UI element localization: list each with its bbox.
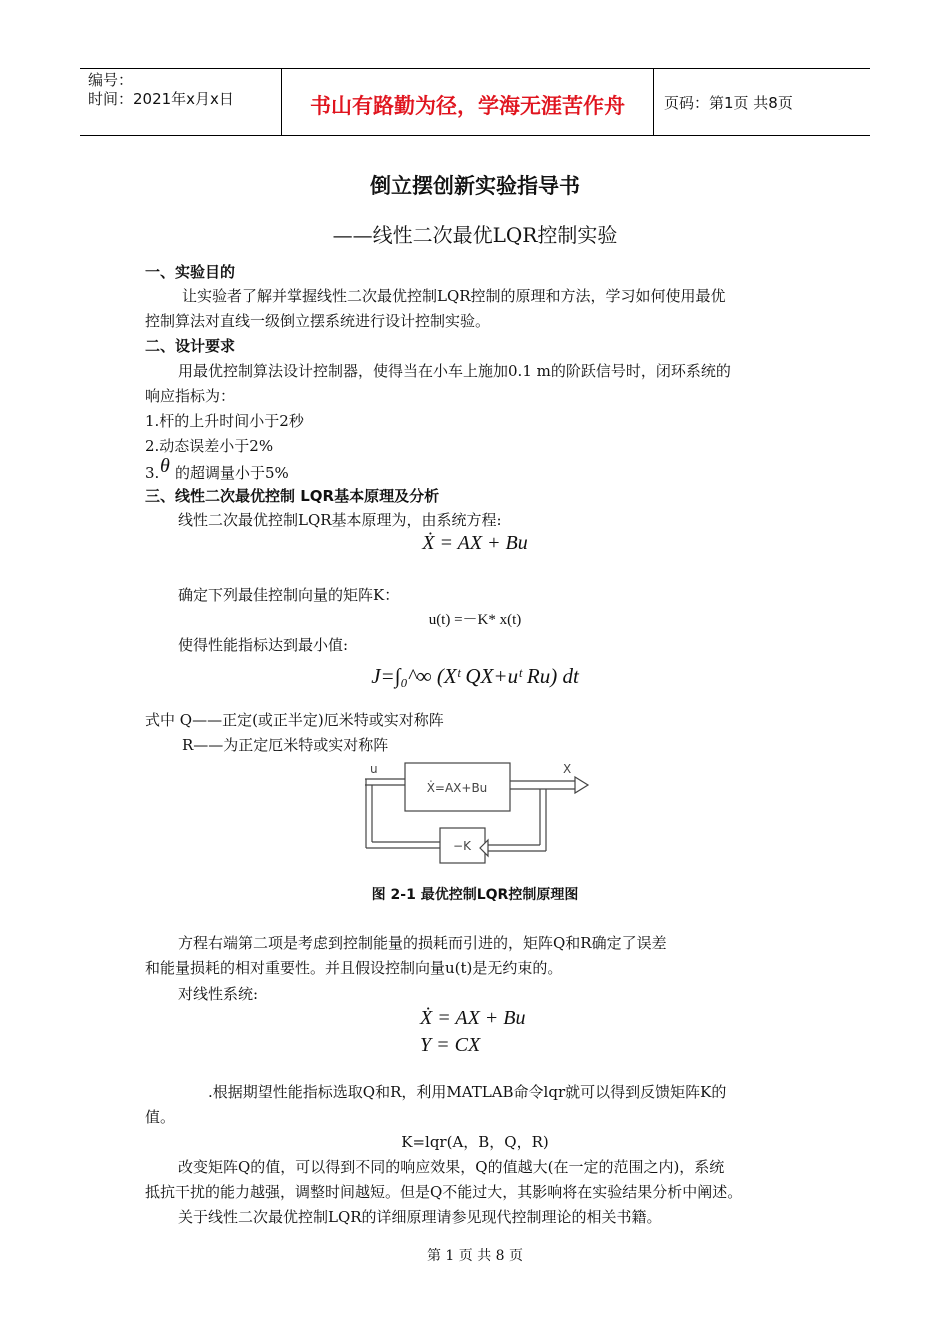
equation-control-law: u(t) =－K* x(t) <box>428 612 522 628</box>
equation-linear-system-output: Y = CX <box>420 1034 481 1056</box>
diagram-output-label: X <box>563 762 572 776</box>
header-top-line <box>80 68 870 69</box>
section-1-para-line1: 让实验者了解并掌握线性二次最优控制LQR控制的原理和方法，学习如何使用最优 <box>182 287 726 305</box>
section-3-para-6-line1: .根据期望性能指标选取Q和R，利用MATLAB命令lqr就可以得到反馈矩阵K的 <box>208 1083 727 1101</box>
header-page: 页码：第1页 共8页 <box>664 94 793 112</box>
equation-linear-system-state: Ẋ = AX + Bu <box>420 1007 526 1029</box>
requirement-3-theta: θ <box>160 455 170 477</box>
document-subtitle: ——线性二次最优LQR控制实验 <box>332 223 618 247</box>
section-3-para-5: 对线性系统: <box>178 985 259 1003</box>
requirement-1: 1.杆的上升时间小于2秒 <box>145 412 304 430</box>
section-3-para-1: 线性二次最优控制LQR基本原理为，由系统方程: <box>178 511 502 529</box>
requirement-3-text: 的超调量小于5% <box>175 464 289 482</box>
section-3-para-3: 使得性能指标达到最小值: <box>178 636 349 654</box>
requirement-3-number: 3. <box>145 464 160 482</box>
header-number: 编号： <box>88 71 134 89</box>
lqr-block-diagram <box>350 755 600 870</box>
diagram-gain-label: −K <box>453 839 471 853</box>
section-3-para-4-line1: 方程右端第二项是考虑到控制能量的损耗而引进的，矩阵Q和R确定了误差 <box>178 934 667 952</box>
diagram-plant-label: Ẋ=AX+Bu <box>426 781 488 795</box>
section-3-para-7-line1: 改变矩阵Q的值，可以得到不同的响应效果，Q的值越大(在一定的范围之内)，系统 <box>178 1158 725 1176</box>
section-3-para-6-line2: 值。 <box>145 1108 176 1126</box>
header-time: 时间：2021年x月x日 <box>88 90 234 108</box>
page-footer: 第 1 页 共 8 页 <box>426 1248 524 1264</box>
section-1-heading: 一、实验目的 <box>145 263 236 281</box>
section-3-heading: 三、线性二次最优控制 LQR基本原理及分析 <box>145 487 440 505</box>
section-3-para-4-line2: 和能量损耗的相对重要性。并且假设控制向量u(t)是无约束的。 <box>145 959 563 977</box>
equation-lqr-command: K=lqr(A，B，Q，R) <box>401 1133 549 1151</box>
section-3-para-8: 关于线性二次最优控制LQR的详细原理请参见现代控制理论的相关书籍。 <box>178 1208 662 1226</box>
definition-Q: 式中 Q——正定(或正半定)厄米特或实对称阵 <box>145 711 444 729</box>
header-divider-right <box>653 68 654 136</box>
requirement-2: 2.动态误差小于2% <box>145 437 274 455</box>
section-1-para-line2: 控制算法对直线一级倒立摆系统进行设计控制实验。 <box>145 312 491 330</box>
section-3-para-7-line2: 抵抗干扰的能力越强，调整时间越短。但是Q不能过大，其影响将在实验结果分析中阐述。 <box>145 1183 743 1201</box>
section-2-para-line1: 用最优控制算法设计控制器，使得当在小车上施加0.1 m的阶跃信号时，闭环系统的 <box>178 362 731 380</box>
header-bottom-line <box>80 135 870 136</box>
equation-state-space: Ẋ = AX + Bu <box>422 532 528 554</box>
section-3-para-2: 确定下列最佳控制向量的矩阵K： <box>178 586 400 604</box>
section-2-para-line2: 响应指标为： <box>145 387 236 405</box>
diagram-input-label: u <box>370 762 378 776</box>
document-title: 倒立摆创新实验指导书 <box>370 174 580 198</box>
figure-caption: 图 2-1 最优控制LQR控制原理图 <box>371 887 579 903</box>
header-motto: 书山有路勤为径，学海无涯苦作舟 <box>310 94 625 118</box>
definition-R: R——为正定厄米特或实对称阵 <box>182 736 389 754</box>
section-2-heading: 二、设计要求 <box>145 337 236 355</box>
equation-performance-index: J=∫₀^∞ (Xᵗ QX+uᵗ Ru) dt <box>371 664 579 688</box>
